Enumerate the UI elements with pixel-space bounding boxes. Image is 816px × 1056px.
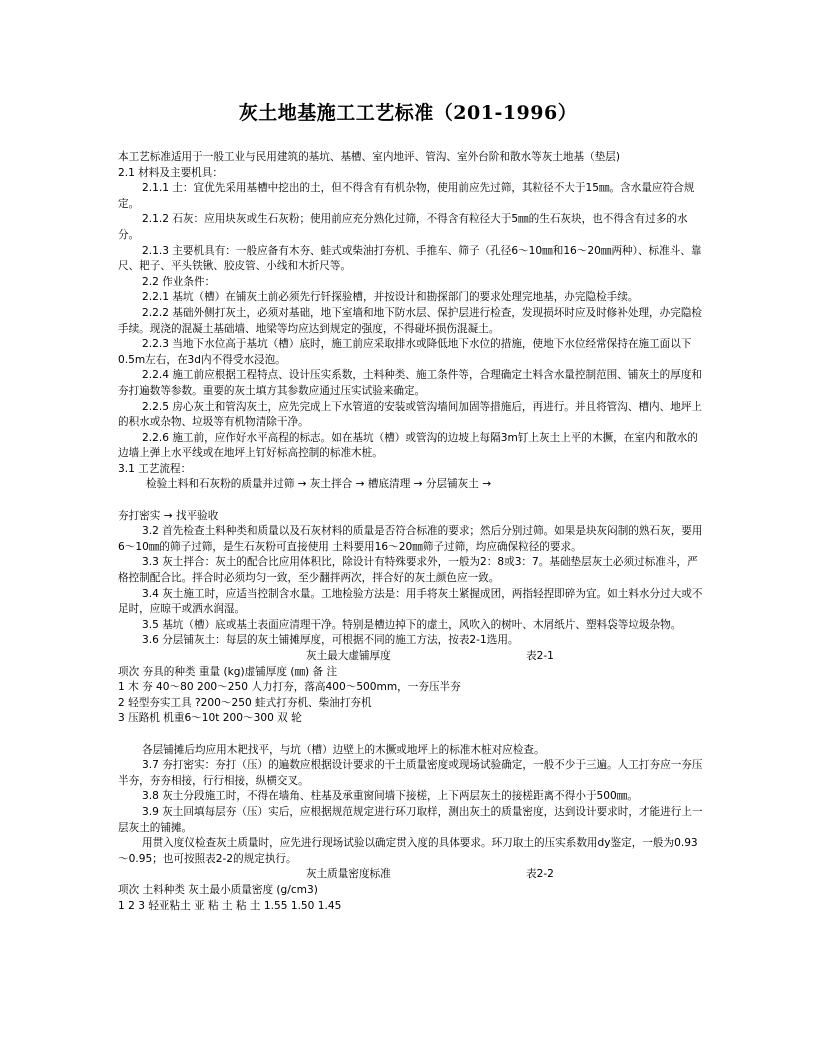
section-3-7: 3.7 夯打密实：夯打（压）的遍数应根据设计要求的干土质量密度或现场试验确定，一般不少于三遍。人工打夯应一夯压半夯，夯夯相接，行行相接，纵横交叉。 — [118, 759, 703, 787]
section-3-9: 3.9 灰土回填每层夯（压）实后，应根据规范规定进行环刀取样，测出灰土的质量密度，达到设计要求时，才能进行上一层灰土的铺摊。 — [118, 805, 703, 834]
table-2-2-header: 项次 土料种类 灰土最小质量密度 (g/cm3) — [118, 883, 318, 896]
table-2-2-row: 1 2 3 轻亚粘土 亚 粘 土 粘 土 1.55 1.50 1.45 — [118, 899, 342, 912]
table-2-1-number: 表2-1 — [526, 650, 554, 662]
table-2-1-caption-row — [118, 649, 708, 665]
section-3-8: 3.8 灰土分段施工时，不得在墙角、柱基及承重窗间墙下接槎，上下两层灰土的接槎距离不得小于500㎜。 — [142, 790, 638, 803]
intro-paragraph: 本工艺标准适用于一般工业与民用建筑的基坑、基槽、室内地评、管沟、室外台阶和散水等灰土地基（垫层) — [118, 151, 621, 163]
table-2-1-row: 1 木 夯 40～80 200～250 人力打夯，落高400～500mm，一夯压半夯 — [118, 681, 461, 694]
leveling-paragraph: 各层铺摊后均应用木耙找平，与坑（槽）边壁上的木撅或地坪上的标准木桩对应检查。 — [142, 743, 545, 756]
section-2-2-3: 2.2.3 当地下水位高于基坑（槽）底时，施工前应采取排水或降低地下水位的措施，使地下水位经常保持在施工面以下0.5m左右，在3d内不得受水浸泡。 — [118, 338, 692, 366]
document-title: 灰土地基施工工艺标准（201-1996） — [238, 102, 578, 124]
table-2-2-caption-row — [118, 867, 708, 883]
process-flow-line-2: 夯打密实 → 找平验收 — [118, 509, 219, 522]
table-2-1-row: 2 轻型夯实工具 ?200～250 蛙式打夯机、柴油打夯机 — [118, 696, 372, 709]
section-3-1-heading: 3.1 工艺流程： — [118, 462, 192, 475]
table-2-2-caption: 灰土质量密度标准 — [306, 868, 391, 881]
table-2-1-caption: 灰土最大虚铺厚度 — [306, 650, 391, 662]
section-2-2-6: 2.2.6 施工前，应作好水平高程的标志。如在基坑（槽）或管沟的边坡上每隔3m钉上灰土上平的木撅，在室内和散水的边墙上弹上水平线或在地坪上钉好标高控制的标准木桩。 — [118, 431, 698, 460]
section-2-2-4: 2.2.4 施工前应根据工程特点、设计压实系数，土料种类、施工条件等，合理确定土料含水量控制范围、铺灰土的厚度和夯打遍数等参数。重要的灰土填方其参数应通过压实试验来确定。 — [118, 369, 703, 397]
section-3-2: 3.2 首先检查土料种类和质量以及石灰材料的质量是否符合标准的要求；然后分别过筛。如果是块灰闷制的熟石灰，要用6～10㎜的筛子过筛，是生石灰粉可直接使用 土料要用16～20㎜筛子过筛，均应确保粒径的要求。 — [118, 525, 703, 553]
process-flow-line-1: 检验土料和石灰粉的质量并过筛 → 灰土拌合 → 槽底清理 → 分层铺灰土 → — [146, 478, 492, 491]
section-3-3: 3.3 灰土拌合：灰土的配合比应用体积比，除设计有特殊要求外，一般为2：8或3：7。基础垫层灰土必须过标准斗，严格控制配合比。拌合时必须均匀一致，至少翻拌两次，拌合好的灰土颜色应一致。 — [118, 556, 698, 585]
section-2-1-heading: 2.1 材料及主要机具： — [118, 166, 223, 179]
table-2-1-row: 3 压路机 机重6～10t 200～300 双 轮 — [118, 712, 302, 725]
section-2-1-3: 2.1.3 主要机具有：一般应备有木夯、蛙式或柴油打夯机、手推车、筛子（孔径6～10㎜和16～20㎜两种）、标准斗、靠尺、耙子、平头铁锹、胶皮管、小线和木折尺等。 — [118, 244, 702, 273]
section-2-1-1: 2.1.1 土：宜优先采用基槽中挖出的土，但不得含有有机杂物，使用前应先过筛，其粒径不大于15㎜。含水量应符合规定。 — [118, 182, 695, 210]
section-2-1-2: 2.1.2 石灰：应用块灰或生石灰粉；使用前应充分熟化过筛，不得含有粒径大于5㎜的生石灰块，也不得含有过多的水分。 — [118, 213, 688, 241]
section-3-6: 3.6 分层铺灰土：每层的灰土铺摊厚度，可根据不同的施工方法，按表2-1选用。 — [142, 634, 519, 647]
table-2-1-header: 项次 夯具的种类 重量 (kg)虚铺厚度 (㎜) 备 注 — [118, 665, 338, 678]
section-2-2-2: 2.2.2 基础外侧打灰土，必须对基础，地下室墙和地下防水层、保护层进行检查，发现损坏时应及时修补处理，办完隐检手续。现浇的混凝土基础墙、地梁等均应达到规定的强度，不得碰坏损伤混凝土。 — [118, 306, 703, 335]
section-3-4: 3.4 灰土施工时，应适当控制含水量。工地检验方法是：用手将灰土紧握成团，两指轻捏即碎为宜。如土料水分过大或不足时，应晾干或洒水润湿。 — [118, 587, 703, 616]
section-2-2-heading: 2.2 作业条件： — [142, 275, 216, 288]
table-2-2-number: 表2-2 — [526, 868, 554, 881]
penetration-paragraph: 用贯入度仪检查灰土质量时，应先进行现场试验以确定贯入度的具体要求。环刀取土的压实系数用dy鉴定，一般为0.93～0.95；也可按照表2-2的规定执行。 — [118, 837, 698, 865]
document-body — [118, 150, 708, 914]
section-3-5: 3.5 基坑（槽）底或基土表面应清理干净。特别是槽边掉下的虚土，风吹入的树叶、木屑纸片、塑料袋等垃圾杂物。 — [142, 618, 682, 631]
section-2-2-5: 2.2.5 房心灰土和管沟灰土，应先完成上下水管道的安装或管沟墙间加固等措施后，再进行。并且将管沟、槽内、地坪上的积水或杂物、垃圾等有机物清除干净。 — [118, 400, 703, 429]
section-2-2-1: 2.2.1 基坑（槽）在铺灰土前必须先行钎探验槽，并按设计和勘探部门的要求处理完地基，办完隐检手续。 — [142, 291, 639, 304]
